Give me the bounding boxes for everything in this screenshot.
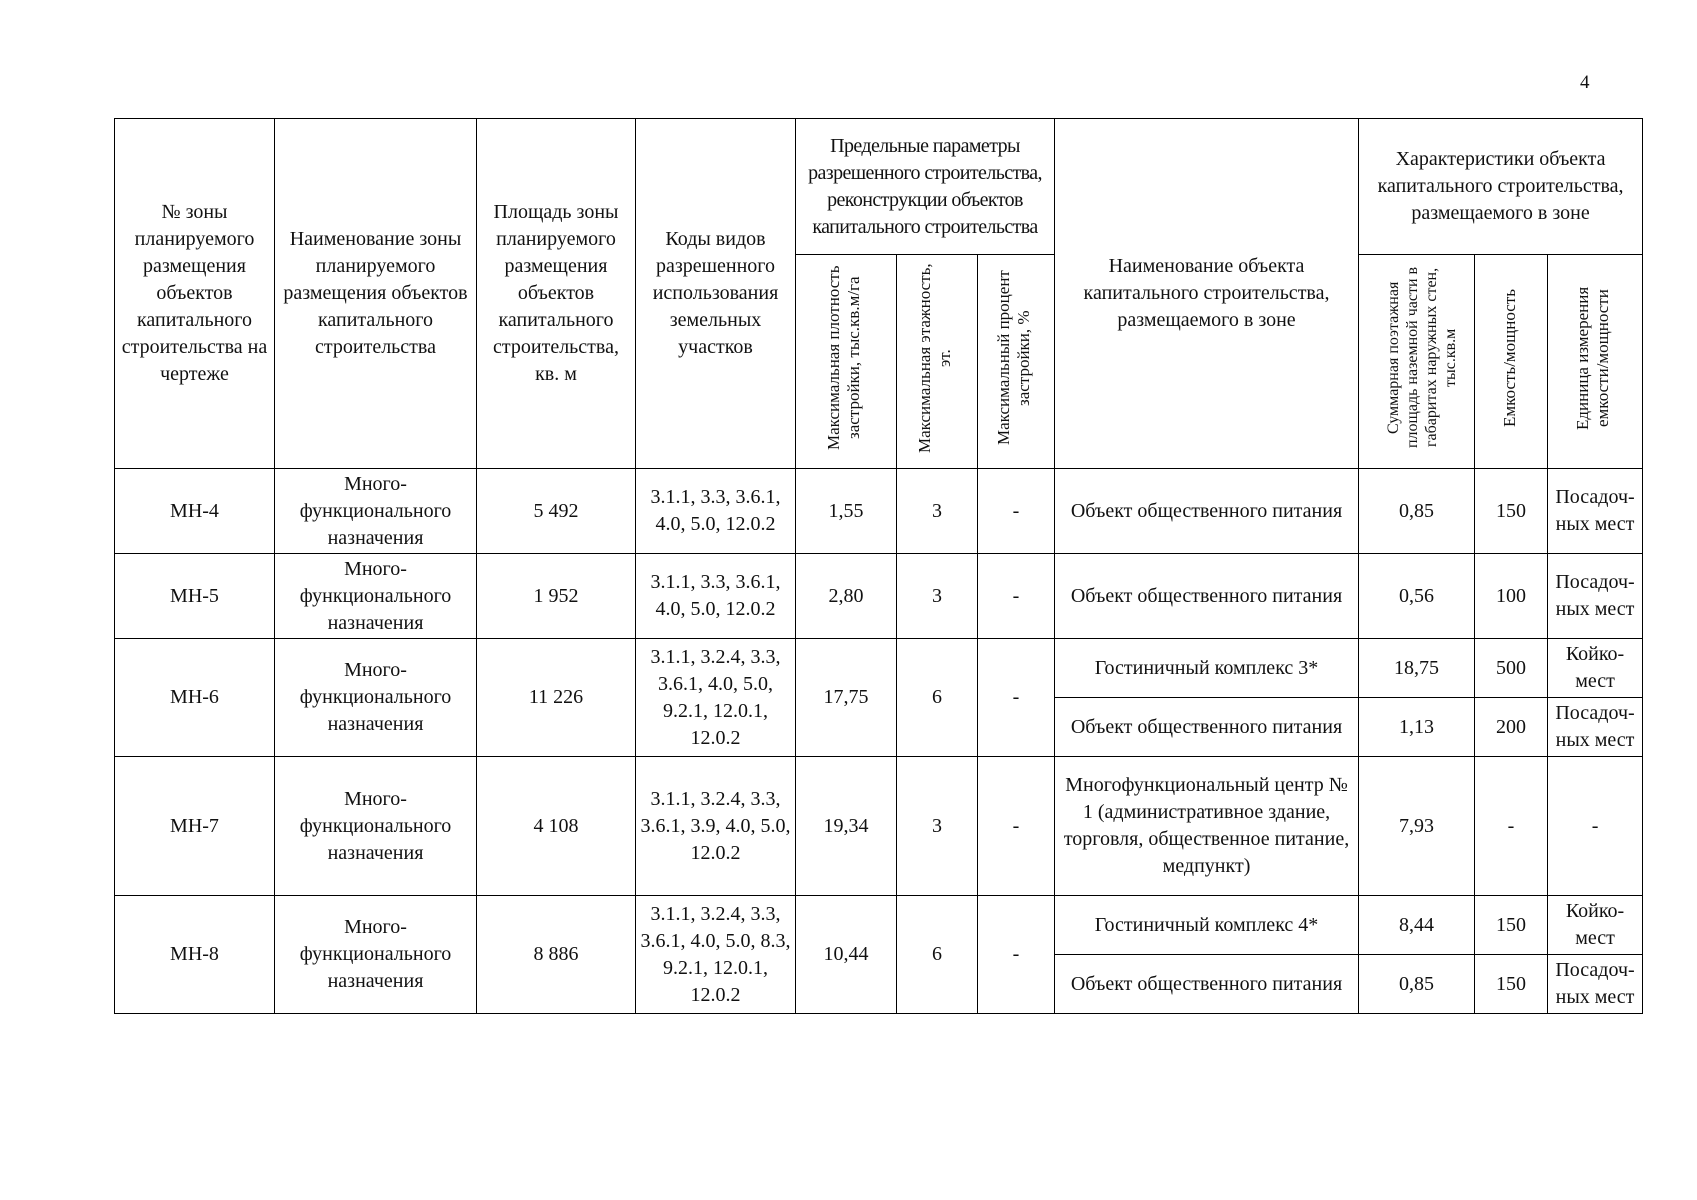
max-floors: 3 [897,757,978,896]
header-limit-params: Предельные параметры разрешенного строительства, реконструкции объектов капитального строительства [796,119,1055,255]
max-coverage: - [978,896,1055,1014]
header-total-area-cell [1359,255,1475,469]
max-floors: 3 [897,469,978,554]
zone-area: 8 886 [477,896,636,1014]
header-capacity-unit: Единица измерения емкости/мощности [1573,285,1613,430]
header-zone-name: Наименование зоны планируемого размещения объектов капитального строительства [275,119,477,469]
object-name: Многофункциональный центр № 1 (административное здание, торговля, общественное питание, медпункт) [1055,757,1359,896]
table-row [115,896,1643,955]
object-capacity: 100 [1475,554,1548,639]
header-land-use-codes: Коды видов разрешенного использования земельных участков [636,119,796,469]
max-coverage: - [978,554,1055,639]
header-max-floors: Максимальная этажность, эт. [915,262,954,453]
zone-area: 4 108 [477,757,636,896]
zones-table [114,118,1643,1014]
header-capacity-unit-cell [1548,255,1643,469]
zone-area: 1 952 [477,554,636,639]
object-capacity-unit: Посадоч-ных мест [1548,955,1643,1014]
zone-id: МН-6 [115,639,275,757]
table-row [115,757,1643,896]
object-total-area: 0,85 [1359,469,1475,554]
object-capacity-unit: Койко-мест [1548,639,1643,698]
header-zone-no: № зоны планируемого размещения объектов капитального строительства на чертеже [115,119,275,469]
header-total-area: Суммарная поэтажная площадь наземной части в габаритах наружных стен, тыс.кв.м [1384,266,1459,449]
table-row [115,639,1643,698]
object-capacity: 150 [1475,896,1548,955]
object-total-area: 0,56 [1359,554,1475,639]
table-header [115,119,1643,469]
object-name: Объект общественного питания [1055,554,1359,639]
header-max-density: Максимальная плотность застройки, тыс.кв.м/га [824,265,863,450]
max-floors: 3 [897,554,978,639]
zone-name: Много-функционального назначения [275,554,477,639]
zone-id: МН-7 [115,757,275,896]
max-coverage: - [978,757,1055,896]
header-max-floors-cell [897,255,978,469]
header-max-coverage: Максимальный процент застройки, % [994,270,1033,445]
object-capacity: 500 [1475,639,1548,698]
header-max-coverage-cell [978,255,1055,469]
max-density: 19,34 [796,757,897,896]
object-name: Объект общественного питания [1055,698,1359,757]
zone-id: МН-4 [115,469,275,554]
object-capacity: 150 [1475,955,1548,1014]
object-name: Гостиничный комплекс 4* [1055,896,1359,955]
land-use-codes: 3.1.1, 3.2.4, 3.3, 3.6.1, 4.0, 5.0, 9.2.1, 12.0.1, 12.0.2 [636,639,796,757]
header-object-name: Наименование объекта капитального строительства, размещаемого в зоне [1055,119,1359,469]
zone-id: МН-8 [115,896,275,1014]
zone-id: МН-5 [115,554,275,639]
table-body [115,469,1643,1014]
header-capacity-cell [1475,255,1548,469]
land-use-codes: 3.1.1, 3.3, 3.6.1, 4.0, 5.0, 12.0.2 [636,554,796,639]
object-capacity-unit: - [1548,757,1643,896]
object-total-area: 0,85 [1359,955,1475,1014]
object-capacity-unit: Койко-мест [1548,896,1643,955]
header-object-chars: Характеристики объекта капитального строительства, размещаемого в зоне [1359,119,1643,255]
object-capacity-unit: Посадоч-ных мест [1548,554,1643,639]
object-capacity-unit: Посадоч-ных мест [1548,469,1643,554]
object-name: Гостиничный комплекс 3* [1055,639,1359,698]
land-use-codes: 3.1.1, 3.2.4, 3.3, 3.6.1, 3.9, 4.0, 5.0, 12.0.2 [636,757,796,896]
max-density: 10,44 [796,896,897,1014]
max-floors: 6 [897,896,978,1014]
zone-area: 11 226 [477,639,636,757]
table-row [115,554,1643,639]
max-floors: 6 [897,639,978,757]
object-capacity-unit: Посадоч-ных мест [1548,698,1643,757]
page-number: 4 [1580,72,1590,93]
header-max-density-cell [796,255,897,469]
zone-name: Много-функционального назначения [275,469,477,554]
object-name: Объект общественного питания [1055,955,1359,1014]
object-total-area: 18,75 [1359,639,1475,698]
zone-name: Много-функционального назначения [275,757,477,896]
table-row [115,469,1643,554]
object-capacity: - [1475,757,1548,896]
max-coverage: - [978,469,1055,554]
max-density: 17,75 [796,639,897,757]
object-capacity: 150 [1475,469,1548,554]
object-total-area: 7,93 [1359,757,1475,896]
max-density: 2,80 [796,554,897,639]
header-capacity: Емкость/мощность [1500,288,1520,427]
object-total-area: 1,13 [1359,698,1475,757]
max-density: 1,55 [796,469,897,554]
object-capacity: 200 [1475,698,1548,757]
zone-name: Много-функционального назначения [275,639,477,757]
header-zone-area: Площадь зоны планируемого размещения объектов капитального строительства, кв. м [477,119,636,469]
object-total-area: 8,44 [1359,896,1475,955]
max-coverage: - [978,639,1055,757]
object-name: Объект общественного питания [1055,469,1359,554]
zone-name: Много-функционального назначения [275,896,477,1014]
zone-area: 5 492 [477,469,636,554]
land-use-codes: 3.1.1, 3.3, 3.6.1, 4.0, 5.0, 12.0.2 [636,469,796,554]
land-use-codes: 3.1.1, 3.2.4, 3.3, 3.6.1, 4.0, 5.0, 8.3, 9.2.1, 12.0.1, 12.0.2 [636,896,796,1014]
